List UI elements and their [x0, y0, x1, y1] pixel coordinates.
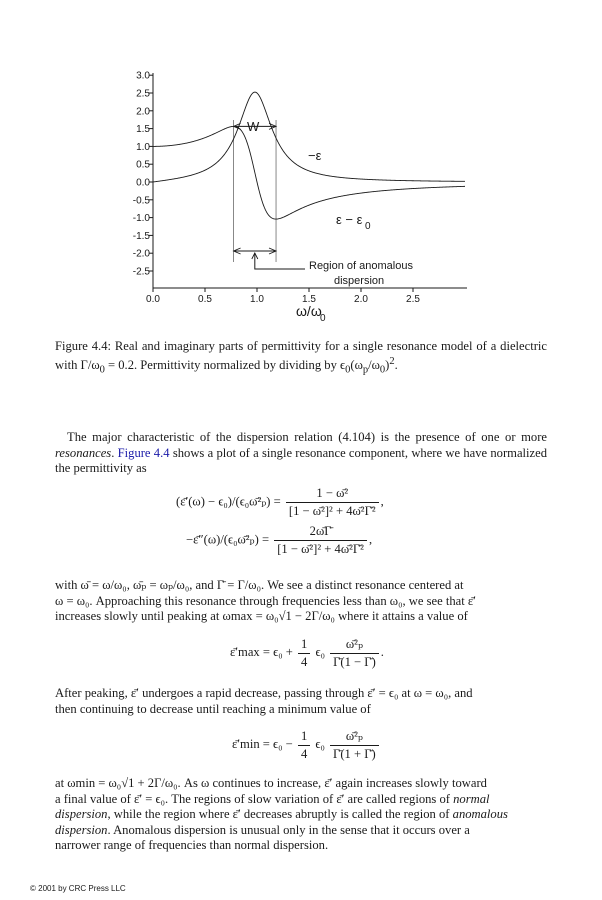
- y-tick-label: 2.0: [136, 106, 150, 118]
- caption-sub: 0: [99, 364, 105, 376]
- x-ticks: [146, 288, 420, 305]
- text-line: then continuing to decrease until reaching a minimum value of: [55, 701, 371, 716]
- eq-lhs: ε̄′max = ϵ₀ +: [230, 644, 297, 659]
- x-tick-label: 2.5: [406, 294, 420, 305]
- copyright-footer: © 2001 by CRC Press LLC: [30, 884, 126, 893]
- x-axis-label-sub: 0: [320, 313, 326, 324]
- text-line: After peaking, ε̄′ undergoes a rapid decrease, passing through ε̄′ = ϵ₀ at ω = ω₀, and: [55, 686, 473, 700]
- text-line: [55, 807, 547, 823]
- eq-numerator: 1 − ω̄²: [286, 486, 379, 503]
- text: shows a plot of a single resonance component, where we have normalized the permittivity as: [55, 445, 548, 475]
- width-label: W: [247, 119, 260, 134]
- eq-fraction: [298, 729, 310, 762]
- x-axis-label: ω/ω: [296, 303, 322, 319]
- text: .: [111, 445, 118, 460]
- caption-sub: 0: [345, 364, 351, 376]
- figure-link[interactable]: Figure 4.4: [117, 445, 170, 460]
- series-label-real: ε − ε: [336, 212, 363, 227]
- y-tick-label: 3.0: [136, 70, 150, 82]
- series-label-real-sub: 0: [365, 221, 371, 232]
- y-tick-label: -1.5: [132, 230, 150, 242]
- caption-text: /ω: [368, 358, 380, 373]
- text: a final value of ε̄′ = ϵ₀. The regions of slow variation of ε̄′ are called regions of: [55, 791, 454, 806]
- eq-numerator: ω̄²ₚ: [330, 636, 379, 654]
- y-tick-label: -1.0: [132, 213, 150, 225]
- eq-denominator: [1 − ω̄²]² + 4ω̄²Γ̄²: [288, 504, 376, 518]
- paragraph-1: [55, 430, 547, 477]
- y-tick-label: 0.5: [136, 159, 150, 171]
- caption-text: .: [394, 358, 398, 373]
- resonance-guides: [234, 120, 305, 269]
- eq-lhs: −ε̄″(ω)/(ϵ₀ω̄²ₚ) =: [186, 532, 270, 547]
- caption-sub: p: [362, 364, 369, 376]
- term-resonances: resonances: [55, 445, 112, 460]
- eq-denominator: Γ̄(1 + Γ̄): [333, 747, 376, 761]
- caption-sub: 0: [379, 364, 386, 376]
- text-line: at ωmin = ω₀√1 + 2Γ/ω₀. As ω continues to increase, ε̄′ again increases slowly toward: [55, 776, 487, 790]
- caption-text: (ω: [350, 358, 363, 373]
- x-tick-label: 1.5: [302, 294, 316, 305]
- text: , while the region where ε̄′ decreases abruptly is called the region of: [107, 807, 453, 821]
- eq-mid: ϵ₀: [315, 736, 325, 751]
- text-line: increases slowly until peaking at ωmax = ω₀√1 − 2Γ/ω₀ where it attains a value of: [55, 609, 468, 623]
- caption-text: ): [385, 358, 390, 373]
- term-normal: normal: [453, 791, 490, 806]
- x-tick-label: 0.0: [146, 294, 160, 305]
- eq-numerator: 1: [298, 637, 310, 654]
- eq-fraction: [286, 486, 379, 519]
- term-anomalous: anomalous: [452, 807, 508, 821]
- x-tick-label: 1.0: [250, 294, 264, 305]
- eq-fraction: [274, 524, 367, 557]
- y-ticks: [133, 71, 153, 278]
- eq-denominator: Γ̄(1 − Γ̄): [333, 655, 376, 669]
- paragraph-2: [55, 578, 547, 625]
- region-label-line1: Region of anomalous: [309, 260, 413, 272]
- caption-sup: 2: [389, 356, 395, 367]
- text: The major characteristic of the dispersion relation (4.104) is the presence of one or more: [67, 430, 547, 444]
- x-tick-label: 2.0: [354, 294, 368, 305]
- y-tick-label: -2.5: [132, 266, 150, 278]
- term-dispersion: dispersion: [55, 807, 108, 821]
- y-tick-label: 2.5: [136, 88, 150, 100]
- equation-min: [232, 728, 381, 762]
- text-line: narrower range of frequencies than normal dispersion.: [55, 838, 329, 852]
- y-tick-label: 0.0: [136, 177, 150, 189]
- eq-fraction: [330, 636, 379, 670]
- y-tick-label: -0.5: [132, 195, 150, 207]
- eq-numerator: 2ω̄Γ̄: [274, 524, 367, 541]
- y-tick-label: -2.0: [132, 248, 150, 260]
- eq-fraction: [330, 728, 379, 762]
- text-line: ω = ω₀. Approaching this resonance through frequencies less than ω₀, we see that ε̄′: [55, 593, 476, 608]
- region-leader-line: [255, 253, 305, 269]
- eq-denominator: 4: [300, 746, 308, 761]
- caption-lead: Figure 4.4:: [55, 339, 111, 353]
- resonance-chart: [0, 0, 602, 330]
- text-line: [55, 823, 547, 839]
- eq-comma: ,: [380, 494, 384, 509]
- text-line: with ω̄ = ω/ω₀, ω̄ₚ = ωₚ/ω₀, and Γ̄ = Γ/ω₀. We see a distinct resonance centered at: [55, 578, 464, 592]
- term-dispersion: dispersion: [55, 822, 108, 837]
- caption-text: Real and imaginary parts of permittivity for a single resonance model of a dielectric with Γ/ω: [55, 339, 547, 373]
- figure-caption: [55, 338, 547, 379]
- eq-denominator: 4: [301, 654, 308, 669]
- eq-denominator: [1 − ω̄²]² + 4ω̄²Γ̄²: [277, 542, 364, 556]
- series-label-imaginary: −ε: [308, 148, 322, 163]
- eq-lhs: (ε̄′(ω) − ϵ₀)/(ϵ₀ω̄²ₚ) =: [176, 494, 281, 509]
- y-tick-label: 1.0: [136, 141, 150, 153]
- equation-imag-part: [186, 524, 372, 557]
- series-imaginary-line: [153, 92, 465, 182]
- eq-mid: ϵ₀: [315, 644, 325, 659]
- paragraph-4: [55, 776, 547, 854]
- eq-lhs: ε̄′min = ϵ₀ −: [232, 736, 296, 751]
- text: . Anomalous dispersion is unusual only in the sense that it occurs over a: [107, 822, 470, 837]
- equation-max: [230, 636, 384, 670]
- eq-comma: ,: [368, 532, 373, 547]
- caption-text: = 0.2. Permittivity normalized by dividing by ϵ: [104, 358, 346, 373]
- eq-numerator: ω̄²ₚ: [330, 728, 379, 746]
- x-tick-label: 0.5: [198, 294, 212, 305]
- paragraph-3: [55, 686, 547, 717]
- eq-numerator: 1: [298, 729, 310, 746]
- eq-end: .: [380, 644, 384, 659]
- equation-real-part: [176, 486, 384, 519]
- text-line: [55, 792, 547, 808]
- eq-fraction: [298, 637, 310, 670]
- y-tick-label: 1.5: [136, 124, 150, 136]
- region-label-line2: dispersion: [334, 275, 385, 287]
